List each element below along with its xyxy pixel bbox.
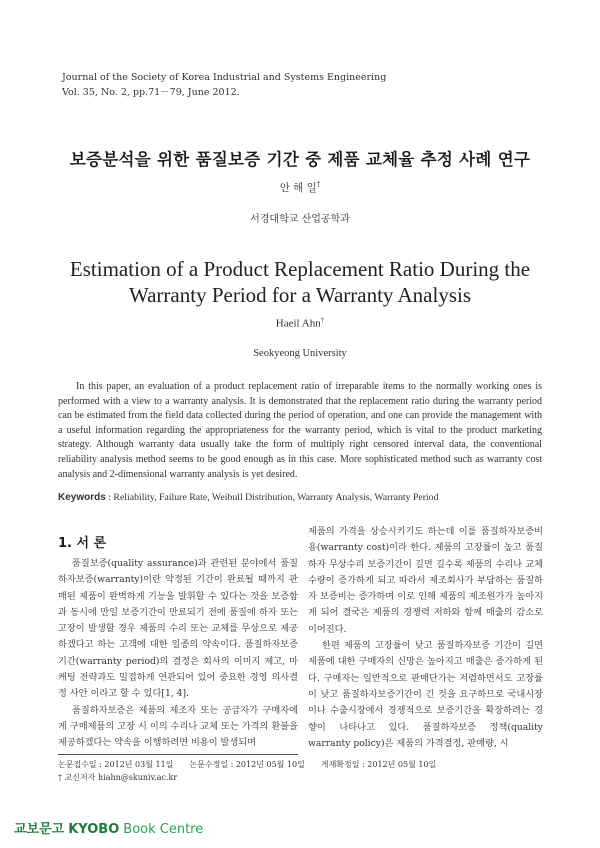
received-date: 논문접수일 : 2012년 03월 11일	[58, 760, 174, 769]
body-column-right	[308, 524, 543, 752]
journal-info	[62, 70, 386, 100]
author-english-name: Haeil Ahn	[275, 317, 321, 330]
journal-volume: Vol. 35, No. 2, pp.71－79, June 2012.	[62, 87, 240, 98]
author-korean	[0, 180, 600, 195]
paper-title-korean: 보증분석을 위한 품질보증 기간 중 제품 교체율 추정 사례 연구	[69, 150, 531, 169]
paper-title-english: Estimation of a Product Replacement Ratio During the Warranty Period for a Warranty Analysis	[69, 257, 531, 307]
corresponding-mark-en: †	[320, 316, 325, 324]
keywords-label: Keywords	[58, 492, 106, 503]
author-english	[0, 316, 600, 330]
footnote-divider	[58, 754, 298, 755]
author-korean-name: 안 해 일	[279, 182, 317, 194]
abstract: In this paper, an evaluation of a product replacement ratio of irreparable items to the normally working ones is performed with a view to a warranty analysis. It is demonstrated that the replacement ratio during the warranty period can be estimated from the field data collected during the period of operation, and one can provide the management with a useful information regarding the appropriateness for the warranty period, which is vital to the product marketing strategy. Although warranty data usually take the form of multiply right censored interval data, the conventional reliability analysis method seems to be good enough as in this case. More sophisticated method such as warranty cost analysis and 2-dimensional warranty analysis is yet desired.	[58, 381, 542, 480]
keywords-text: : Reliability, Failure Rate, Weibull Distribution, Warranty Analysis, Warranty Period	[108, 492, 439, 503]
kyobo-english: KYOBO	[68, 822, 120, 837]
corresponding-mark: †	[316, 180, 321, 189]
paragraph: 품질하자보증은 제품의 제조자 또는 공급자가 구매자에게 구매제품의 고장 시 이의 수리나 교체 또는 가격의 환불을 제공하겠다는 약속을 이행하려면 비용이 발생되며	[58, 704, 298, 749]
corresponding-author: † 교신저자 hiahn@skuniv.ac.kr	[58, 773, 178, 782]
section-heading: 1. 서 론	[58, 536, 107, 551]
journal-name: Journal of the Society of Korea Industrial and Systems Engineering	[62, 72, 387, 83]
paragraph: 품질보증(quality assurance)과 관련된 분야에서 품질하자보증(warranty)이란 약정된 기간이 완료될 때까지 판매된 제품이 완벽하게 기능을 발휘할 수 있다는 것을 보증함과 동시에 만일 보증기간이 만료되기 전에 품질에 하자 또는 고장이 발생할 경우 제품의 수리 또는 교체를 무상으로 제공하겠다고 하는 고객에 대한 일종의 약속이다. 품질하자보증기간(warranty period)의 결정은 회사의 이미지 제고, 마케팅 전략과도 밀접하게 연관되어 있어 중요한 경영 의사결정 사안 이라고 할 수 있다[1, 4].	[58, 558, 298, 700]
affiliation-korean: 서경대학교 산업공학과	[250, 214, 350, 225]
keywords	[58, 492, 542, 503]
dates-line	[58, 758, 436, 771]
body-column-left	[58, 556, 298, 752]
accepted-date: 게재확정일 : 2012년 05월 10일	[320, 760, 437, 769]
affiliation-english: Seokyeong University	[253, 348, 347, 359]
paragraph: 제품의 가격을 상승시키기도 하는데 이를 품질하자보증비용(warranty cost)이라 한다. 제품의 고장률이 높고 품질하자 무상수리 보증기간이 길면 길수록 제품의 수리나 교체수량이 증가하게 되고 따라서 제조회사가 부담하는 품질하자 보증비는 증가하며 이로 인해 제품의 제조원가가 높아지게 되어 결국은 제품의 경쟁력 저하와 함께 매출의 감소로 이어진다.	[308, 526, 543, 635]
paragraph: 한편 제품의 고장률이 낮고 품질하자보증 기간이 길면 제품에 대한 구매자의 신망은 높아지고 매출은 증가하게 된다. 구매자는 일반적으로 판매단가는 저렴하면서도 고장률이 낮고 품질하자보증기간이 긴 것을 요구하므로 국내시장이나 수출시장에서 경쟁적으로 보증기간을 확장하려는 경향이 나타나고 있다. 품질하자보증 정책(quality warranty policy)은 제품의 가격결정, 판매량, 시	[308, 640, 543, 749]
footnote	[58, 758, 436, 784]
revised-date: 논문수정일 : 2012년 05월 10일	[189, 760, 305, 769]
kyobo-korean: 교보문고	[14, 822, 65, 837]
book-centre: Book Centre	[123, 822, 204, 837]
kyobo-watermark	[14, 818, 203, 837]
